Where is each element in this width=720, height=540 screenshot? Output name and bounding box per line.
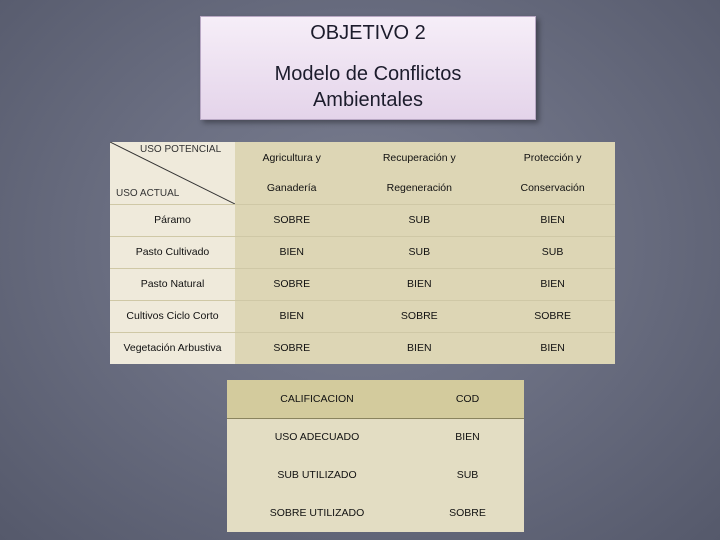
corner-label-potential: USO POTENCIAL [140, 144, 222, 155]
table-cell: BIEN [490, 204, 615, 236]
table-cell: SOBRE [490, 300, 615, 332]
title-box [200, 16, 536, 120]
row-label: Pasto Cultivado [110, 236, 235, 268]
legend-row [227, 494, 524, 532]
slide-title: OBJETIVO 2 [310, 22, 426, 44]
table-cell: SOBRE [235, 268, 348, 300]
table-cell: BIEN [490, 268, 615, 300]
matrix-corner-cell [110, 142, 235, 204]
row-label: Pasto Natural [110, 268, 235, 300]
matrix-header-row [110, 142, 615, 204]
table-row [110, 204, 615, 236]
table-cell: BIEN [235, 300, 348, 332]
table-cell: SUB [348, 204, 490, 236]
table-cell: SOBRE [235, 204, 348, 236]
legend-label: SUB UTILIZADO [227, 456, 407, 494]
column-header-line2: Regeneración [386, 181, 452, 194]
table-cell: SUB [490, 236, 615, 268]
legend-label: USO ADECUADO [227, 418, 407, 456]
slide-subtitle [201, 61, 535, 113]
table-cell: BIEN [348, 332, 490, 364]
column-header-line2: Conservación [520, 181, 585, 194]
table-cell: BIEN [348, 268, 490, 300]
table-row [110, 300, 615, 332]
row-label: Vegetación Arbustiva [110, 332, 235, 364]
table-row [110, 268, 615, 300]
conflict-matrix-table [110, 142, 615, 364]
legend-header-row [227, 380, 524, 418]
legend-row [227, 418, 524, 456]
column-header-line1: Recuperación y [382, 151, 456, 164]
column-header-line1: Protección y [523, 151, 582, 164]
legend-header-cod: COD [411, 380, 524, 418]
column-header [490, 142, 615, 204]
table-cell: BIEN [235, 236, 348, 268]
table-cell: SOBRE [235, 332, 348, 364]
column-header [348, 142, 490, 204]
table-cell: SOBRE [348, 300, 490, 332]
legend-code: SOBRE [411, 494, 524, 532]
legend-row [227, 456, 524, 494]
table-cell: BIEN [490, 332, 615, 364]
table-row [110, 332, 615, 364]
table-row [110, 236, 615, 268]
slide-subtitle-line2: Ambientales [312, 89, 424, 111]
row-label: Páramo [110, 204, 235, 236]
column-header-line2: Ganadería [266, 181, 317, 194]
row-label: Cultivos Ciclo Corto [110, 300, 235, 332]
legend-code: SUB [411, 456, 524, 494]
column-header-line1: Agricultura y [262, 151, 321, 164]
legend-table [227, 380, 524, 532]
legend-label: SOBRE UTILIZADO [227, 494, 407, 532]
legend-code: BIEN [411, 418, 524, 456]
table-cell: SUB [348, 236, 490, 268]
corner-label-actual: USO ACTUAL [116, 187, 180, 199]
slide-subtitle-line1: Modelo de Conflictos [274, 63, 462, 85]
legend-header-calificacion: CALIFICACION [227, 380, 407, 418]
column-header [235, 142, 348, 204]
